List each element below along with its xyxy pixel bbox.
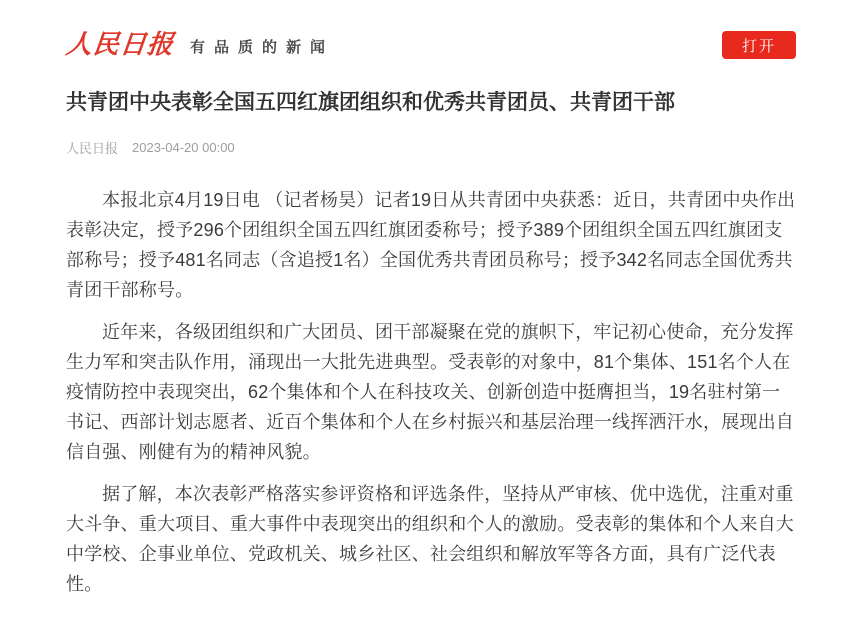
article-source: 人民日报 <box>66 141 119 156</box>
article-publish-time: 2023-04-20 00:00 <box>132 140 235 155</box>
article-paragraph: 近年来，各级团组织和广大团员、团干部凝聚在党的旗帜下，牢记初心使命，充分发挥生力军和突击队作用，涌现出一大批先进典型。受表彰的对象中，81个集体、151名个人在疫情防控中表现突出，62个集体和个人在科技攻关、创新创造中挺膺担当，19名驻村第一书记、西部计划志愿者、近百个集体和个人在乡村振兴和基层治理一线挥洒汗水，展现出自信自强、刚健有为的精神风貌。 <box>66 322 794 462</box>
article-body <box>66 185 796 599</box>
open-app-button[interactable]: 打开 <box>722 31 796 59</box>
article-paragraph: 本报北京4月19日电 （记者杨昊）记者19日从共青团中央获悉：近日，共青团中央作出表彰决定，授予296个团组织全国五四红旗团委称号；授予389个团组织全国五四红旗团支部称号；授予481名同志（含追授1名）全国优秀共青团员称号；授予342名同志全国优秀共青团干部称号。 <box>66 190 796 300</box>
header <box>66 0 796 64</box>
logo-tagline: 有品质的新闻 <box>190 38 335 56</box>
article-meta <box>66 138 796 157</box>
peoples-daily-logo[interactable]: 人民日报 <box>64 30 176 60</box>
logo-group <box>66 30 334 60</box>
article-paragraph: 据了解，本次表彰严格落实参评资格和评选条件，坚持从严审核、优中选优，注重对重大斗争、重大项目、重大事件中表现突出的组织和个人的激励。受表彰的集体和个人来自大中学校、企事业单位、党政机关、城乡社区、社会组织和解放军等各方面，具有广泛代表性。 <box>66 484 794 594</box>
article-title: 共青团中央表彰全国五四红旗团组织和优秀共青团员、共青团干部 <box>66 91 675 114</box>
